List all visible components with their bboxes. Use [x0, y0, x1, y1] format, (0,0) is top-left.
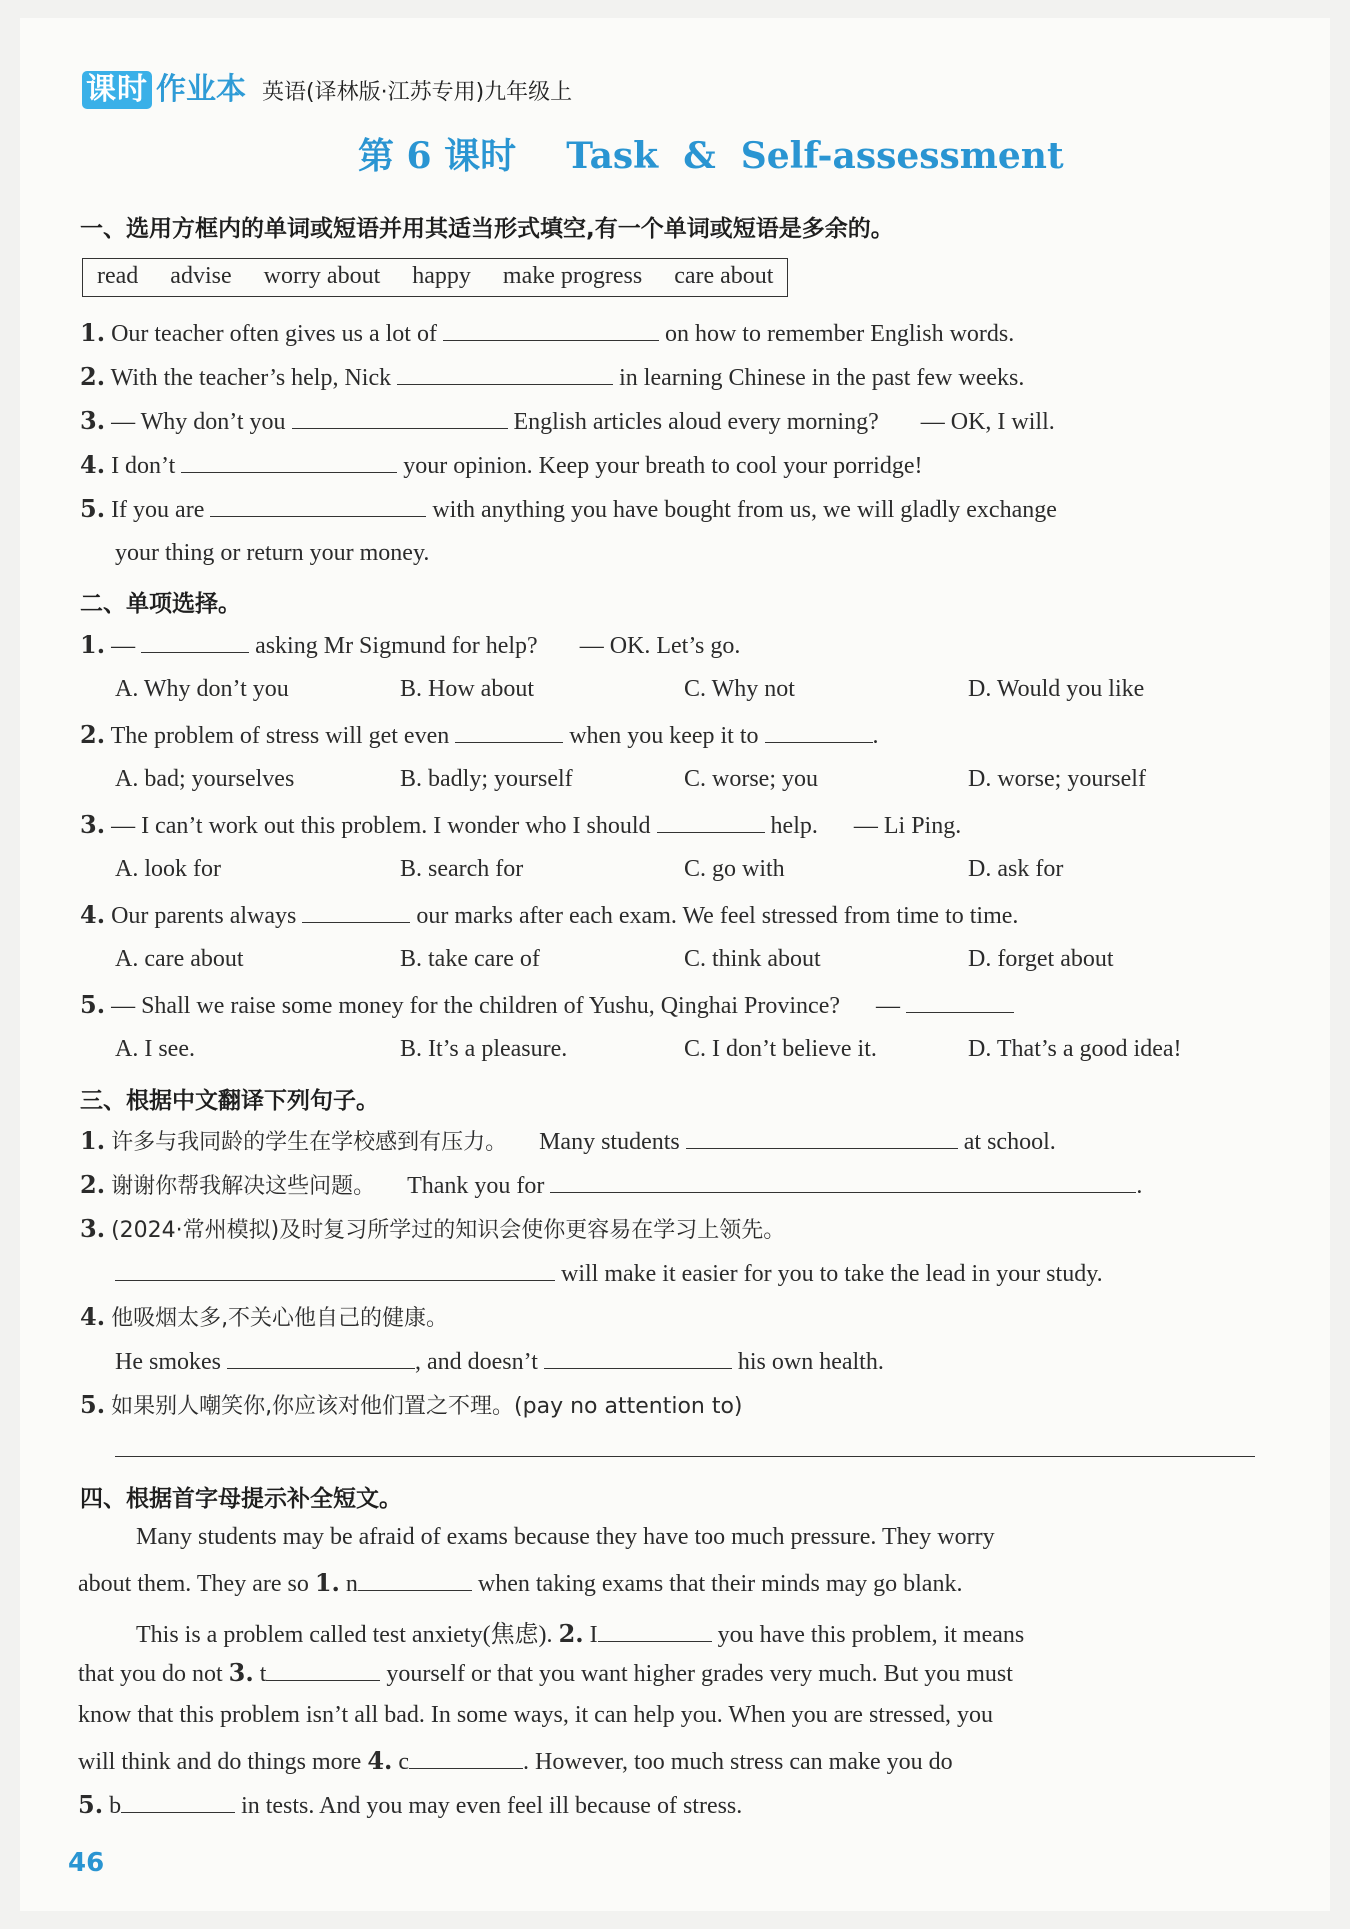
passage-line-3: This is a problem called test anxiety(焦虑). 2. I you have this problem, it means [136, 1619, 1025, 1648]
answer-blank[interactable] [765, 720, 873, 743]
answer-blank[interactable] [598, 1619, 712, 1642]
s2-q1: 1. — asking Mr Sigmund for help? — OK. Let’s go. [80, 630, 741, 659]
s2-q4-option-d[interactable]: D. forget about [968, 946, 1114, 972]
s1-q2: 2. With the teacher’s help, Nick in learning Chinese in the past few weeks. [80, 362, 1025, 391]
s3-q3: 3. (2024·常州模拟)及时复习所学过的知识会使你更容易在学习上领先。 [80, 1214, 786, 1243]
s2-q1-option-b[interactable]: B. How about [400, 676, 534, 702]
s2-q4-option-b[interactable]: B. take care of [400, 946, 540, 972]
answer-blank[interactable] [227, 1346, 415, 1369]
s2-q5-option-a[interactable]: A. I see. [115, 1036, 195, 1062]
answer-blank[interactable] [141, 630, 249, 653]
page-title: 第 6 课时 Task & Self-assessment [358, 135, 1064, 177]
passage-line-1: Many students may be afraid of exams because they have too much pressure. They worry [136, 1524, 995, 1550]
s2-q3-option-a[interactable]: A. look for [115, 856, 221, 882]
s1-q4: 4. I don’t your opinion. Keep your breath to cool your porridge! [80, 450, 923, 479]
logo-text: 作业本 [156, 72, 246, 107]
word-worry-about: worry about [263, 263, 381, 289]
s2-q2-option-a[interactable]: A. bad; yourselves [115, 766, 295, 792]
word-care-about: care about [674, 263, 774, 289]
answer-blank[interactable] [686, 1126, 958, 1149]
s2-q4-option-a[interactable]: A. care about [115, 946, 244, 972]
answer-blank[interactable] [266, 1658, 380, 1681]
section1-heading: 一、选用方框内的单词或短语并用其适当形式填空,有一个单词或短语是多余的。 [80, 216, 894, 242]
logo-box: 课时 [82, 71, 152, 109]
s1-q1: 1. Our teacher often gives us a lot of on how to remember English words. [80, 318, 1015, 347]
answer-blank[interactable] [181, 450, 397, 473]
passage-line-7: 5. b in tests. And you may even feel ill because of stress. [78, 1790, 743, 1819]
header-subtitle: 英语(译林版·江苏专用)九年级上 [262, 80, 573, 105]
passage-line-2: about them. They are so 1. n when taking exams that their minds may go blank. [78, 1568, 963, 1597]
s1-q5: 5. If you are with anything you have bought from us, we will gladly exchange [80, 494, 1057, 523]
answer-blank[interactable] [121, 1790, 235, 1813]
s3-q3-answer: will make it easier for you to take the lead in your study. [115, 1258, 1103, 1289]
section2-heading: 二、单项选择。 [80, 591, 241, 617]
s2-q5-option-c[interactable]: C. I don’t believe it. [684, 1036, 877, 1062]
answer-blank[interactable] [657, 810, 765, 833]
s2-q1-option-c[interactable]: C. Why not [684, 676, 795, 702]
answer-blank[interactable] [358, 1568, 472, 1591]
passage-line-5: know that this problem isn’t all bad. In some ways, it can help you. When you are stressed, you [78, 1702, 993, 1728]
answer-blank[interactable] [292, 406, 508, 429]
word-advise: advise [170, 263, 232, 289]
answer-blank[interactable] [443, 318, 659, 341]
s2-q2-option-c[interactable]: C. worse; you [684, 766, 818, 792]
s2-q5-option-b[interactable]: B. It’s a pleasure. [400, 1036, 568, 1062]
answer-blank[interactable] [115, 1258, 555, 1281]
s2-q3-option-b[interactable]: B. search for [400, 856, 524, 882]
s2-q2-option-b[interactable]: B. badly; yourself [400, 766, 573, 792]
s2-q3-option-c[interactable]: C. go with [684, 856, 785, 882]
s2-q3-option-d[interactable]: D. ask for [968, 856, 1064, 882]
passage-line-4: that you do not 3. t yourself or that you want higher grades very much. But you must [78, 1658, 1013, 1687]
s3-q4-answer: He smokes , and doesn’t his own health. [115, 1346, 884, 1377]
answer-blank[interactable] [397, 362, 613, 385]
s3-q4: 4. 他吸烟太多,不关心他自己的健康。 [80, 1302, 449, 1331]
s2-q4: 4. Our parents always our marks after each exam. We feel stressed from time to time. [80, 900, 1019, 929]
answer-blank[interactable] [302, 900, 410, 923]
answer-blank[interactable] [906, 990, 1014, 1013]
passage-line-6: will think and do things more 4. c . However, too much stress can make you do [78, 1746, 953, 1775]
section3-heading: 三、根据中文翻译下列句子。 [80, 1088, 379, 1114]
section4-heading: 四、根据首字母提示补全短文。 [80, 1486, 402, 1512]
s3-q1: 1. 许多与我同龄的学生在学校感到有压力。 Many students at school. [80, 1126, 1056, 1155]
s2-q2-option-d[interactable]: D. worse; yourself [968, 766, 1146, 792]
answer-blank[interactable] [544, 1346, 732, 1369]
answer-blank[interactable] [550, 1170, 1136, 1193]
answer-blank[interactable] [409, 1746, 523, 1769]
s1-q5-cont: your thing or return your money. [115, 540, 430, 566]
s1-q3: 3. — Why don’t you English articles aloud every morning? — OK, I will. [80, 406, 1055, 435]
word-happy: happy [412, 263, 471, 289]
answer-blank[interactable] [455, 720, 563, 743]
s2-q1-option-d[interactable]: D. Would you like [968, 676, 1145, 702]
header [82, 64, 572, 109]
word-make-progress: make progress [502, 263, 643, 289]
s3-q2: 2. 谢谢你帮我解决这些问题。 Thank you for . [80, 1170, 1143, 1199]
s3-q5-answer-line[interactable] [115, 1456, 1255, 1457]
word-box [82, 258, 788, 297]
answer-blank[interactable] [210, 494, 426, 517]
s2-q4-option-c[interactable]: C. think about [684, 946, 821, 972]
s2-q5-option-d[interactable]: D. That’s a good idea! [968, 1036, 1182, 1062]
s2-q2: 2. The problem of stress will get even when you keep it to . [80, 720, 879, 749]
s2-q5: 5. — Shall we raise some money for the children of Yushu, Qinghai Province? — [80, 990, 1014, 1021]
word-read: read [97, 263, 139, 289]
page-number: 46 [68, 1848, 105, 1878]
s2-q1-option-a[interactable]: A. Why don’t you [115, 676, 289, 702]
s3-q5: 5. 如果别人嘲笑你,你应该对他们置之不理。(pay no attention to) [80, 1390, 743, 1419]
s2-q3: 3. — I can’t work out this problem. I wonder who I should help. — Li Ping. [80, 810, 962, 839]
